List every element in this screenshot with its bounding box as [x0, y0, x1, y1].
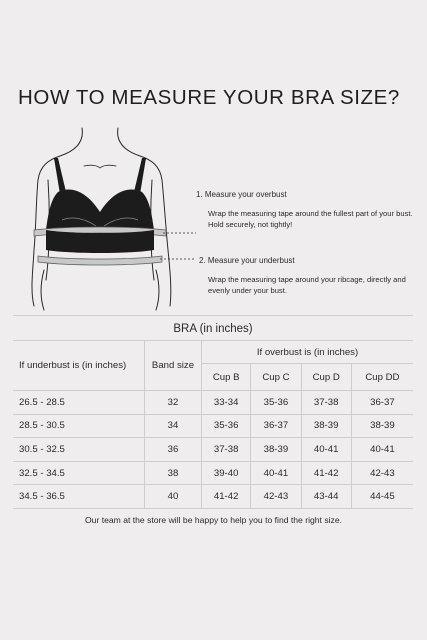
underbust-header: If underbust is (in inches)	[13, 341, 145, 391]
underbust-cell: 28.5 - 30.5	[13, 414, 145, 438]
underbust-cell: 26.5 - 28.5	[13, 391, 145, 415]
table-row	[13, 391, 413, 415]
cup-header: Cup D	[301, 364, 351, 391]
step-1-title: 1. Measure your overbust	[196, 190, 287, 199]
cup-header: Cup C	[251, 364, 301, 391]
cup-cell: 33-34	[202, 391, 251, 415]
size-table-container	[13, 315, 413, 509]
cup-cell: 39-40	[202, 461, 251, 485]
table-row	[13, 438, 413, 462]
cup-cell: 40-41	[351, 438, 413, 462]
cup-cell: 35-36	[251, 391, 301, 415]
table-row	[13, 414, 413, 438]
cup-cell: 36-37	[251, 414, 301, 438]
step-2-description: Wrap the measuring tape around your ribcage, directly and evenly under your bust.	[208, 275, 406, 295]
cup-cell: 36-37	[351, 391, 413, 415]
cup-header: Cup DD	[351, 364, 413, 391]
step-1-description: Wrap the measuring tape around the fullest part of your bust. Hold securely, not tightly!	[208, 209, 413, 229]
cup-cell: 41-42	[202, 485, 251, 509]
cup-cell: 43-44	[301, 485, 351, 509]
footer-note: Our team at the store will be happy to help you to find the right size.	[85, 515, 342, 525]
band-header: Band size	[145, 341, 202, 391]
cup-cell: 37-38	[301, 391, 351, 415]
cup-cell: 38-39	[301, 414, 351, 438]
size-table	[13, 340, 413, 509]
cup-cell: 42-43	[351, 461, 413, 485]
overbust-header: If overbust is (in inches)	[202, 341, 414, 364]
band-cell: 36	[145, 438, 202, 462]
cup-cell: 38-39	[351, 414, 413, 438]
page-title: HOW TO MEASURE YOUR BRA SIZE?	[18, 86, 400, 109]
table-caption: BRA (in inches)	[13, 315, 413, 340]
cup-cell: 44-45	[351, 485, 413, 509]
cup-cell: 42-43	[251, 485, 301, 509]
cup-cell: 35-36	[202, 414, 251, 438]
cup-header: Cup B	[202, 364, 251, 391]
underbust-cell: 30.5 - 32.5	[13, 438, 145, 462]
underbust-cell: 32.5 - 34.5	[13, 461, 145, 485]
cup-cell: 41-42	[301, 461, 351, 485]
step-2-title: 2. Measure your underbust	[199, 256, 295, 265]
torso-with-bra-illustration	[0, 120, 200, 320]
band-cell: 40	[145, 485, 202, 509]
table-row	[13, 461, 413, 485]
cup-cell: 38-39	[251, 438, 301, 462]
underbust-cell: 34.5 - 36.5	[13, 485, 145, 509]
band-cell: 32	[145, 391, 202, 415]
cup-cell: 40-41	[251, 461, 301, 485]
table-header-row	[13, 341, 413, 364]
table-row	[13, 485, 413, 509]
cup-cell: 37-38	[202, 438, 251, 462]
cup-cell: 40-41	[301, 438, 351, 462]
band-cell: 34	[145, 414, 202, 438]
band-cell: 38	[145, 461, 202, 485]
